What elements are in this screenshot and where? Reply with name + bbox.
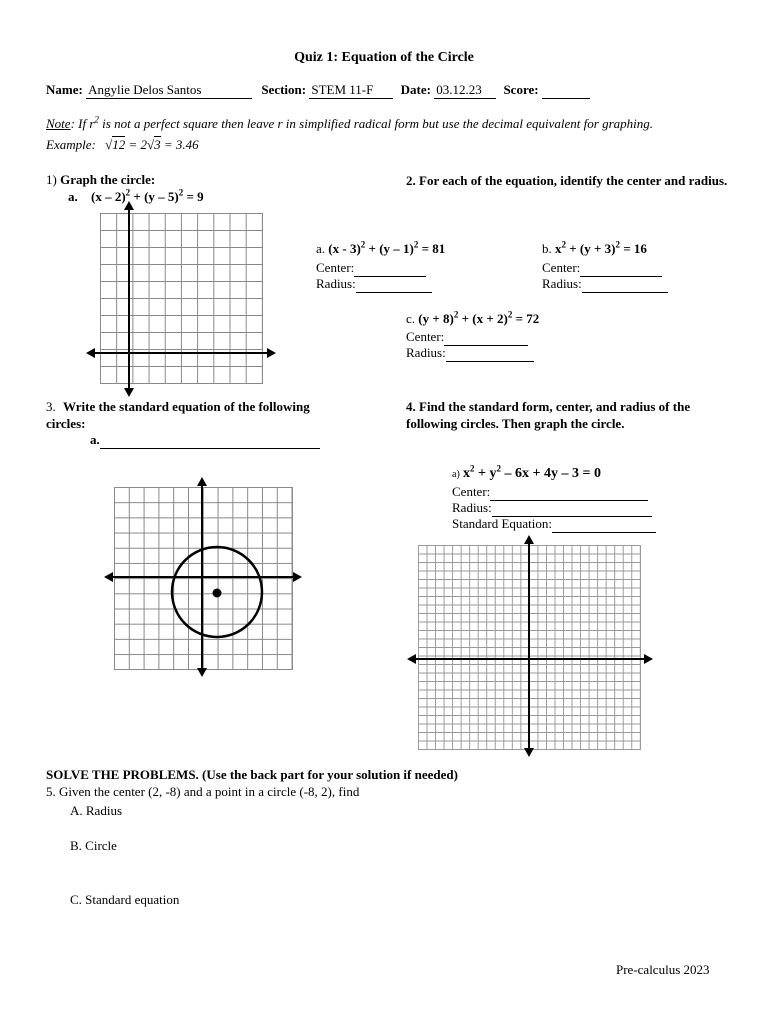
header-line (46, 82, 590, 99)
example-radicand-2: 3 (154, 137, 161, 152)
q1-title: Graph the circle: (60, 172, 156, 187)
q2c-equation: c. $(y + 8)^2 + (x + 2)^2 = 72$ (406, 309, 540, 326)
note-line: Note: If $r^2$ is not a perfect square then leave r in simplified radical form but use the decimal equivalent for graphing. (46, 114, 654, 131)
q1-num: 1) (46, 172, 57, 187)
q1-heading (46, 172, 155, 188)
example-label: Example: (46, 137, 96, 152)
q1-equation: a. (x – 2)$^2$ + (y – 5)$^2$ = 9 (68, 187, 204, 204)
q2-title: 2. For each of the equation, identify the center and radius. (406, 173, 728, 188)
q2c-center-blank[interactable] (444, 329, 528, 346)
q3-answer-blank[interactable] (100, 432, 320, 449)
date-value: 03.12.23 (434, 82, 496, 99)
section-label: Section: (261, 82, 307, 97)
q3-answer-line: a. (90, 432, 320, 449)
example-result: = 3.46 (160, 137, 199, 152)
q5-heading: SOLVE THE PROBLEMS. (Use the back part for your solution if needed) (46, 767, 458, 782)
score-label: Score: (503, 82, 539, 97)
q5-item-b: B. Circle (70, 838, 117, 853)
q4-title: 4. Find the standard form, center, and radius of the following circles. Then graph the circle. (406, 399, 691, 431)
example-radicand-1: 12 (112, 137, 126, 152)
graph-1-y-arrows (122, 201, 136, 397)
q4-center-blank[interactable] (490, 484, 648, 501)
note-text-a: : If r (70, 116, 95, 131)
name-label: Name: (46, 82, 83, 97)
note-label: Note (46, 116, 71, 131)
note-text-b: is not a perfect square then leave r in simplified radical form but use the decimal equivalent for graphing. (98, 116, 654, 131)
q1-item-label: a. (68, 189, 78, 204)
q2a-radius-blank[interactable] (356, 276, 432, 293)
q2a-center-blank[interactable] (354, 260, 426, 277)
graph-3-center-point (213, 589, 222, 598)
q4-radius-blank[interactable] (492, 500, 652, 517)
q4-center: Center: (452, 484, 648, 501)
q5-item-c: C. Standard equation (70, 892, 180, 907)
graph-1-x-arrows (86, 346, 276, 360)
example-line: Example: √12 = 2√3 = 3.46 (46, 137, 199, 152)
q4-equation: a) $x^2 + y^2 - 6x + 4y - 3 = 0$ (452, 463, 601, 481)
graph-3-circle (168, 543, 266, 641)
q2c-center: Center: (406, 329, 528, 346)
q2a-equation: a. (x - 3)$^2$ + (y – 1)$^2$ = 81 (316, 239, 446, 256)
q4-radius: Radius: (452, 500, 652, 517)
q2a-radius: Radius: (316, 276, 432, 293)
q4-standard: Standard Equation: (452, 516, 656, 533)
q2b-radius-blank[interactable] (582, 276, 668, 293)
q2a-center: Center: (316, 260, 426, 277)
q2b-center-blank[interactable] (580, 260, 662, 277)
q3-heading: 3. Write the standard equation of the following circles: (46, 399, 310, 431)
q5-item-a: A. Radius (70, 803, 122, 818)
q2c-radius: Radius: (406, 345, 534, 362)
date-label: Date: (400, 82, 431, 97)
example-mid: = 2 (125, 137, 147, 152)
graph-4-y-arrows (522, 535, 536, 757)
score-blank (542, 82, 590, 99)
q2b-center: Center: (542, 260, 662, 277)
footer-course: Pre-calculus 2023 (616, 962, 710, 977)
section-value: STEM 11-F (309, 82, 393, 99)
name-value: Angylie Delos Santos (86, 82, 252, 99)
q2b-equation: b. $x^2 + (y + 3)^2 = 16$ (542, 239, 647, 256)
quiz-title: Quiz 1: Equation of the Circle (294, 50, 474, 65)
q2b-radius: Radius: (542, 276, 668, 293)
q3-title: Write the standard equation of the following circles: (46, 399, 310, 431)
q5-prompt: 5. Given the center (2, -8) and a point in a circle (-8, 2), find (46, 784, 360, 799)
q2c-radius-blank[interactable] (446, 345, 534, 362)
q4-standard-blank[interactable] (552, 516, 656, 533)
